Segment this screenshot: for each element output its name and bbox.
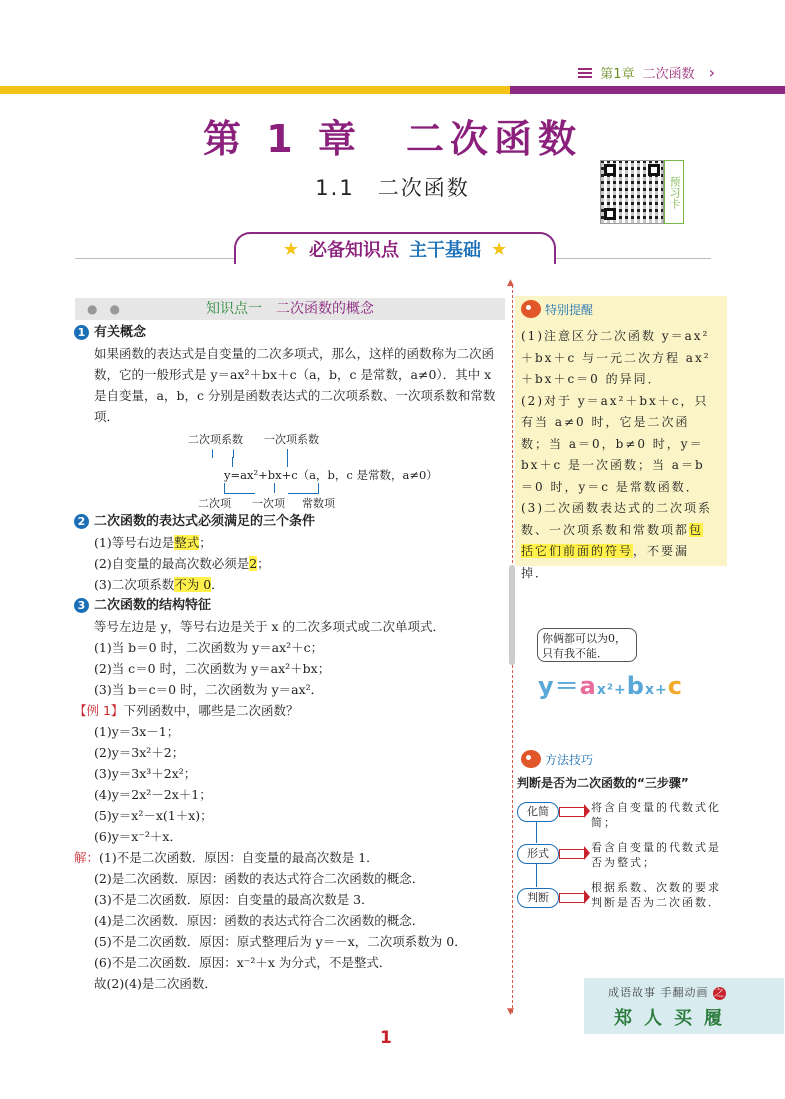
method-box <box>515 752 727 970</box>
header-bar-purple <box>510 86 785 94</box>
breadcrumb[interactable] <box>578 63 715 82</box>
label-constant-term: 常数项 <box>302 497 335 510</box>
flow-connector <box>536 862 537 887</box>
option-2: (2)y＝3x²＋2； <box>94 745 185 760</box>
arrow-right-icon <box>559 807 584 817</box>
special-reminder-box <box>515 296 727 580</box>
general-formula: y=ax²+bx+c（a，b，c 是常数，a≠0） <box>224 468 438 482</box>
label-linear-coef: 一次项系数 <box>264 433 319 446</box>
flow-node-simplify: 化简 <box>517 802 559 822</box>
page-number: 1 <box>380 1028 392 1048</box>
fox-mascot-icon <box>521 300 541 318</box>
banner-part1: 必备知识点 <box>309 240 399 261</box>
chapter-title: 第 1 章 二次函数 <box>203 117 582 161</box>
structure-3: (3)当 b＝c＝0 时，二次函数为 y＝ax²． <box>94 682 324 697</box>
option-6: (6)y＝x⁻²＋x． <box>94 829 182 844</box>
main-content <box>74 322 506 994</box>
dots-icon: ● ● <box>87 302 120 316</box>
scroll-down-icon[interactable]: ▼ <box>507 1007 514 1017</box>
solution-2: (2)是二次函数．原因：函数的表达式符合二次函数的概念． <box>94 871 425 886</box>
heading-1: 1 有关概念 <box>74 322 506 343</box>
arrow-right-icon <box>559 849 584 859</box>
qr-code[interactable] <box>600 160 664 224</box>
solution-6: (6)不是二次函数．原因：x⁻²＋x 为分式，不是整式． <box>94 955 392 970</box>
structure-1: (1)当 b＝0 时，二次函数为 y＝ax²＋c； <box>94 640 324 655</box>
arrow-right-icon <box>559 893 584 903</box>
scrollbar-thumb[interactable] <box>509 565 515 665</box>
kp-title: 二次函数的概念 <box>276 301 374 317</box>
condition-2: (2)自变量的最高次数必须是2； <box>94 556 270 571</box>
breadcrumb-title[interactable]: 二次函数 <box>642 67 695 82</box>
number-3-icon: 3 <box>74 598 89 613</box>
example-question: 【例 1】下列函数中，哪些是二次函数？ <box>74 703 299 718</box>
reminder-1: (1)注意区分二次函数 y＝ax²＋bx＋c 与一元二次方程 ax²＋bx＋c＝0 的异同． <box>521 329 711 386</box>
condition-3: (3)二次项系数不为 0． <box>94 577 224 592</box>
story-badge: 之 <box>714 988 725 999</box>
definition-paragraph: 如果函数的表达式是自变量的二次多项式，那么，这样的函数称为二次函数，它的一般形式是 y＝ax²＋bx＋c（a，b，c 是常数，a≠0）．其中 x 是自变量，a，b，c 分别是函数表达式的二次项系数、一次项系数和常数项． <box>94 346 496 424</box>
flow-node-judge: 判断 <box>517 888 559 908</box>
condition-1: (1)等号右边是整式； <box>94 535 212 550</box>
section-banner <box>234 232 556 264</box>
solution-1: 解：(1)不是二次函数．原因：自变量的最高次数是 1． <box>74 850 379 865</box>
fox-mascot-icon <box>521 750 541 768</box>
number-1-icon: 1 <box>74 325 89 340</box>
label-quadratic-term: 二次项 <box>198 497 231 510</box>
story-caption: 成语故事 手翻动画 之 <box>608 986 725 999</box>
solution-3: (3)不是二次函数．原因：自变量的最高次数是 3． <box>94 892 374 907</box>
method-flowchart <box>515 800 727 960</box>
solution-tag: 解： <box>74 850 100 865</box>
option-4: (4)y＝2x²－2x＋1； <box>94 787 212 802</box>
menu-icon[interactable] <box>578 68 592 78</box>
qr-label[interactable]: 预习卡 <box>664 160 684 224</box>
special-reminder-text <box>521 326 717 584</box>
kp-label: 知识点一 <box>206 301 262 317</box>
special-reminder-title: 特别提醒 <box>521 300 593 318</box>
solution-4: (4)是二次函数．原因：函数的表达式符合二次函数的概念． <box>94 913 425 928</box>
structure-0: 等号左边是 y，等号右边是关于 x 的二次多项式或二次单项式． <box>94 619 446 634</box>
option-3: (3)y＝3x³＋2x²； <box>94 766 197 781</box>
flow-connector <box>536 819 537 843</box>
section-title: 1.1 二次函数 <box>315 176 470 200</box>
heading-2: 2 二次函数的表达式必须满足的三个条件 <box>74 511 506 532</box>
header-bar-yellow <box>0 86 510 94</box>
knowledge-point-header <box>75 298 505 320</box>
example-tag: 【例 1】 <box>74 703 124 718</box>
story-title: 郑人买履 <box>614 1008 734 1029</box>
method-heading: 判断是否为二次函数的“三步骤” <box>517 776 689 790</box>
solution-conclusion: 故(2)(4)是二次函数． <box>94 976 217 991</box>
option-5: (5)y＝x²－x(1＋x)； <box>94 808 213 823</box>
chevron-right-icon[interactable]: › <box>708 63 715 82</box>
star-icon: ★ <box>282 238 299 260</box>
solution-5: (5)不是二次函数．原因：原式整理后为 y＝－x，二次项系数为 0． <box>94 934 467 949</box>
idiom-story-card[interactable] <box>584 978 784 1034</box>
speech-bubble: 你俩都可以为0，只有我不能． <box>537 628 637 662</box>
cartoon-formula: y＝ax²+bx+c <box>538 672 683 700</box>
structure-2: (2)当 c＝0 时，二次函数为 y＝ax²＋bx； <box>94 661 331 676</box>
label-quadratic-coef: 二次项系数 <box>188 433 243 446</box>
formula-diagram <box>74 427 506 511</box>
reminder-2: (2)对于 y＝ax²＋bx＋c，只有当 a≠0 时，它是二次函数；当 a＝0，b≠0 时，y＝bx＋c 是一次函数；当 a＝b＝0 时，y＝c 是常数函数． <box>521 393 709 494</box>
number-2-icon: 2 <box>74 514 89 529</box>
method-title: 方法技巧 <box>521 750 593 768</box>
star-icon: ★ <box>491 238 508 260</box>
option-1: (1)y＝3x－1； <box>94 724 180 739</box>
heading-3: 3 二次函数的结构特征 <box>74 595 506 616</box>
reminder-3: (3)二次函数表达式的二次项系数、一次项系数和常数项都包括它们前面的符号，不要漏掉． <box>521 501 712 580</box>
flow-text-simplify: 将含自变量的代数式化简； <box>591 801 721 829</box>
banner-part2: 主干基础 <box>409 240 481 261</box>
label-linear-term: 一次项 <box>252 497 285 510</box>
scroll-up-icon[interactable]: ▲ <box>507 278 514 288</box>
flow-node-form: 形式 <box>517 844 559 864</box>
breadcrumb-chapter[interactable]: 第1章 <box>600 67 635 82</box>
flow-text-form: 看含自变量的代数式是否为整式； <box>591 841 721 869</box>
flow-text-judge: 根据系数、次数的要求判断是否为二次函数． <box>591 881 721 909</box>
